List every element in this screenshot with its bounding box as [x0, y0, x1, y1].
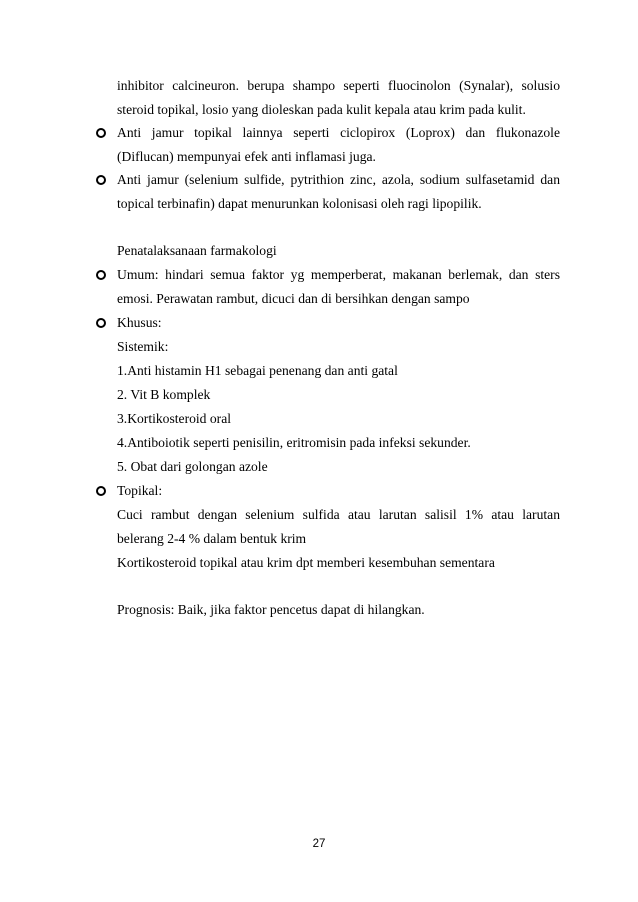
circle-bullet-icon	[96, 486, 106, 496]
page-number: 27	[312, 838, 326, 850]
list-item: 5. Obat dari golongan azole	[117, 459, 268, 474]
list-item: 2. Vit B komplek	[117, 387, 211, 402]
paragraph-line: Kortikosteroid topikal atau krim dpt memberi kesembuhan sementara	[117, 555, 495, 570]
section-heading: Penatalaksanaan farmakologi	[117, 243, 277, 258]
paragraph-line: steroid topikal, losio yang dioleskan pada kulit kepala atau krim pada kulit.	[117, 102, 526, 117]
paragraph-line: inhibitor calcineuron. berupa shampo seperti fluocinolon (Synalar), solusio	[117, 78, 560, 93]
bullet-item-text: Anti jamur topikal lainnya seperti ciclopirox (Loprox) dan flukonazole	[117, 125, 560, 140]
list-item: 1.Anti histamin H1 sebagai penenang dan anti gatal	[117, 363, 398, 378]
paragraph-line: belerang 2-4 % dalam bentuk krim	[117, 531, 307, 546]
circle-bullet-icon	[96, 175, 106, 185]
paragraph-line: (Diflucan) mempunyai efek anti inflamasi juga.	[117, 149, 376, 164]
paragraph-line: Cuci rambut dengan selenium sulfida atau larutan salisil 1% atau larutan	[117, 507, 560, 522]
bullet-item-text: Topikal:	[117, 483, 163, 498]
paragraph-line: emosi. Perawatan rambut, dicuci dan di bersihkan dengan sampo	[117, 291, 470, 306]
paragraph-line: topical terbinafin) dapat menurunkan kolonisasi oleh ragi lipopilik.	[117, 196, 482, 211]
list-item: 3.Kortikosteroid oral	[117, 411, 232, 426]
bullet-item-text: Anti jamur (selenium sulfide, pytrithion zinc, azola, sodium sulfasetamid dan	[117, 172, 560, 187]
subheading: Sistemik:	[117, 339, 169, 354]
prognosis-line: Prognosis: Baik, jika faktor pencetus dapat di hilangkan.	[117, 602, 425, 617]
bullet-item-text: Khusus:	[117, 315, 162, 330]
bullet-item-text: Umum: hindari semua faktor yg memperberat, makanan berlemak, dan sters	[117, 267, 560, 282]
circle-bullet-icon	[96, 270, 106, 280]
list-item: 4.Antiboiotik seperti penisilin, eritromisin pada infeksi sekunder.	[117, 435, 471, 450]
circle-bullet-icon	[96, 128, 106, 138]
circle-bullet-icon	[96, 318, 106, 328]
